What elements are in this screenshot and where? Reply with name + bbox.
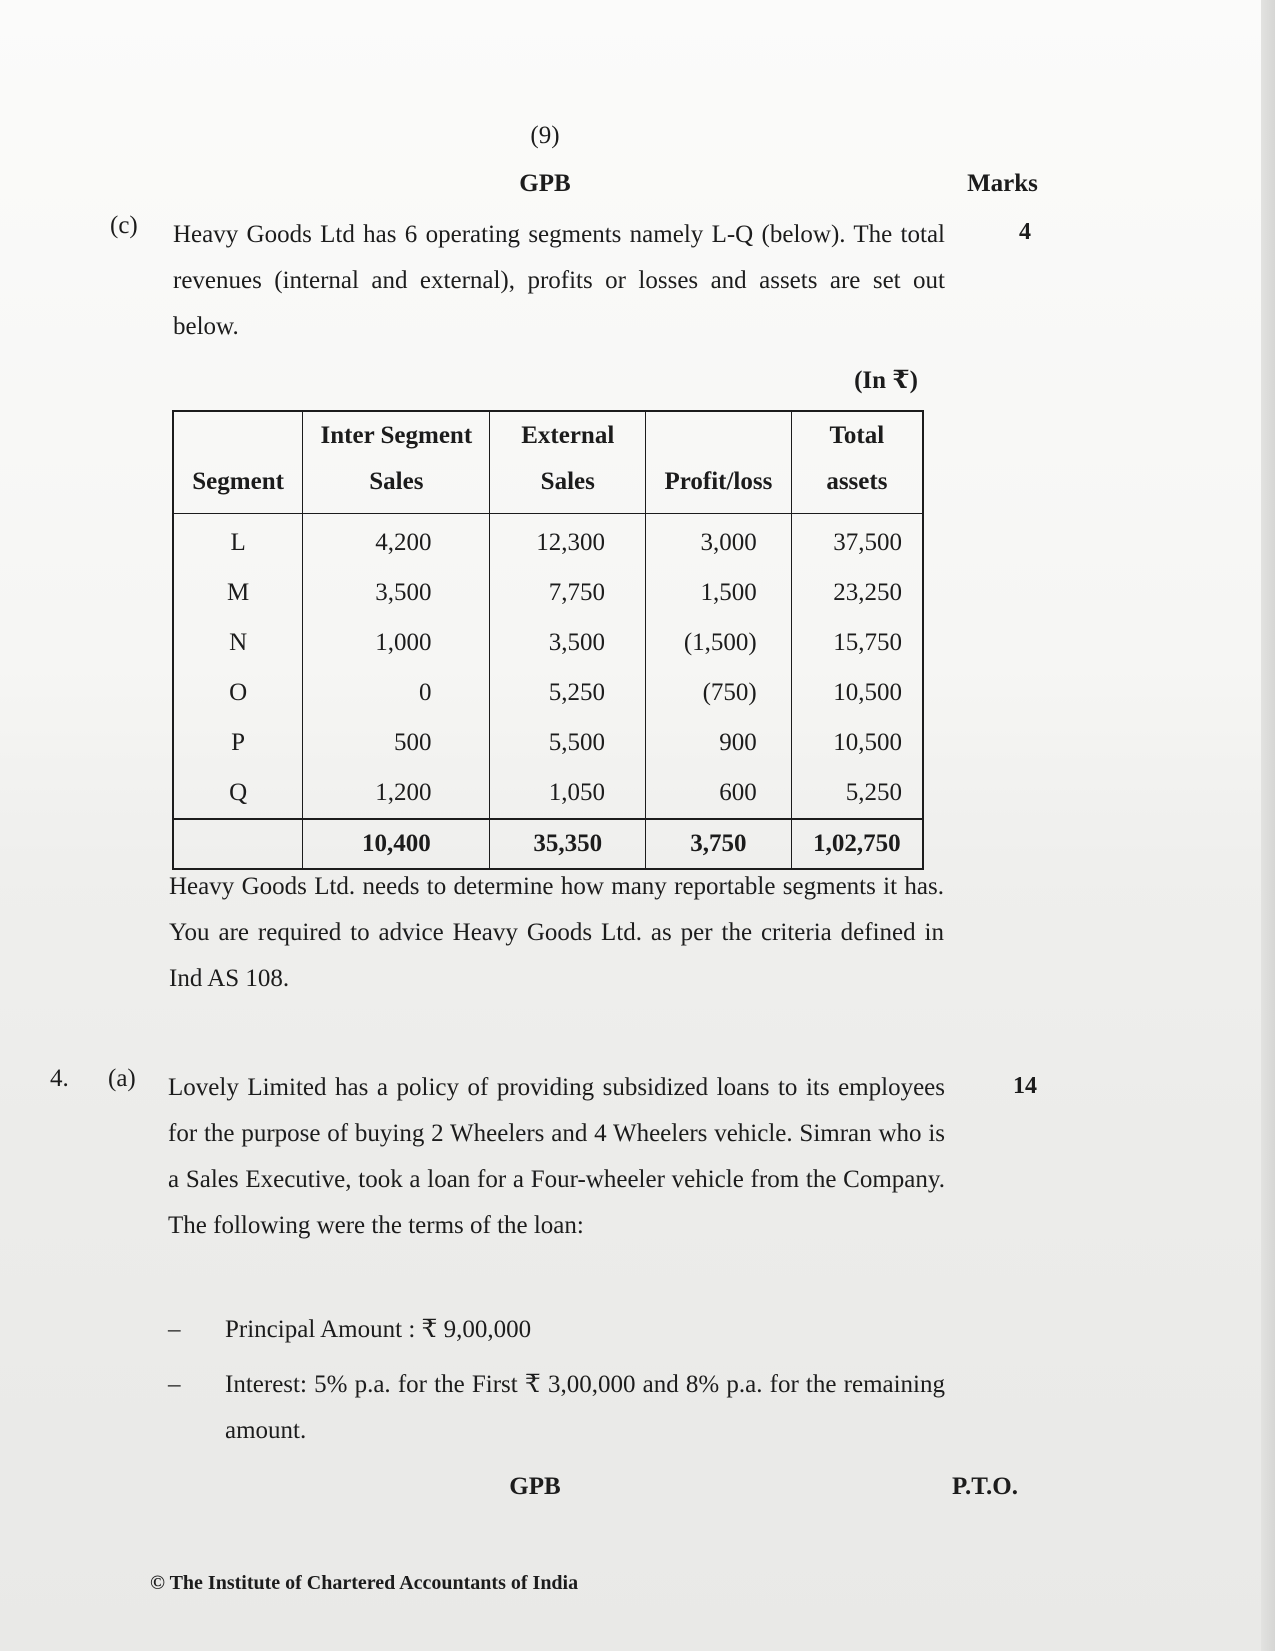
cell-segment: O [173, 668, 303, 718]
question-3c-follow-up: Heavy Goods Ltd. needs to determine how many reportable segments it has. You are required to advice Heavy Goods Ltd. as per the criteria defined in Ind AS 108. [169, 873, 944, 992]
total-segment [173, 819, 303, 869]
cell-inter: 0 [303, 668, 490, 718]
header-profit-loss: Profit/loss [646, 411, 792, 514]
cell-assets: 10,500 [791, 718, 923, 768]
cell-assets: 5,250 [791, 768, 923, 819]
total-external: 35,350 [490, 819, 646, 869]
cell-external: 3,500 [490, 618, 646, 668]
header-total-assets: Total assets [791, 411, 923, 514]
term-principal: Principal Amount : ₹ 9,00,000 [225, 1316, 532, 1343]
question-4a-text: Lovely Limited has a policy of providing subsidized loans to its employees for the purpose of buying 2 Wheelers and 4 Wheelers vehicle. Simran who is a Sales Executive, took a loan for a Four-wheeler vehicle from the Company. The following were the terms of the loan: [168, 1074, 945, 1239]
cell-segment: P [173, 718, 303, 768]
cell-inter: 1,200 [303, 768, 490, 819]
question-3c-marks: 4 [1019, 219, 1031, 245]
cell-segment: L [173, 514, 303, 569]
copyright-footer: © The Institute of Chartered Accountants of India [150, 1572, 579, 1594]
question-4a-label: (a) [108, 1065, 136, 1092]
header-external-sales: External Sales [490, 411, 646, 514]
total-assets: 1,02,750 [791, 819, 923, 869]
cell-assets: 10,500 [791, 668, 923, 718]
cell-assets: 37,500 [791, 514, 923, 569]
term-dash: – [168, 1371, 181, 1398]
table-total-row [173, 819, 923, 869]
paper-code-header: GPB [519, 170, 571, 197]
cell-segment: M [173, 568, 303, 618]
cell-segment: Q [173, 768, 303, 819]
table-row [173, 718, 923, 768]
table-row [173, 514, 923, 569]
marks-heading: Marks [967, 170, 1038, 197]
total-profit: 3,750 [646, 819, 792, 869]
cell-assets: 23,250 [791, 568, 923, 618]
cell-profit: (1,500) [646, 618, 792, 668]
currency-note: (In ₹) [854, 367, 918, 394]
question-3c-text: Heavy Goods Ltd has 6 operating segments namely L-Q (below). The total revenues (internal and external), profits or losses and assets are set out below. [173, 221, 945, 340]
cell-profit: 1,500 [646, 568, 792, 618]
term-dash: – [168, 1316, 181, 1343]
question-3c-label: (c) [110, 212, 138, 239]
table-header-row [173, 411, 923, 514]
cell-segment: N [173, 618, 303, 668]
table-row [173, 668, 923, 718]
term-interest: Interest: 5% p.a. for the First ₹ 3,00,000 and 8% p.a. for the remaining amount. [225, 1371, 945, 1444]
cell-inter: 1,000 [303, 618, 490, 668]
segment-table [172, 410, 924, 870]
cell-external: 7,750 [490, 568, 646, 618]
page-edge [1261, 0, 1275, 1651]
pto-marker: P.T.O. [952, 1473, 1018, 1500]
cell-profit: 900 [646, 718, 792, 768]
header-segment: Segment [173, 411, 303, 514]
cell-assets: 15,750 [791, 618, 923, 668]
cell-profit: 3,000 [646, 514, 792, 569]
total-inter: 10,400 [303, 819, 490, 869]
cell-profit: (750) [646, 668, 792, 718]
table-row [173, 768, 923, 819]
cell-external: 5,500 [490, 718, 646, 768]
header-inter-segment-sales: Inter Segment Sales [303, 411, 490, 514]
cell-inter: 500 [303, 718, 490, 768]
page-number: (9) [530, 122, 560, 149]
cell-external: 1,050 [490, 768, 646, 819]
cell-inter: 4,200 [303, 514, 490, 569]
cell-external: 12,300 [490, 514, 646, 569]
table-row [173, 568, 923, 618]
cell-inter: 3,500 [303, 568, 490, 618]
cell-profit: 600 [646, 768, 792, 819]
table-row [173, 618, 923, 668]
paper-code-footer: GPB [509, 1473, 561, 1500]
question-4-number: 4. [50, 1065, 69, 1092]
cell-external: 5,250 [490, 668, 646, 718]
question-4a-marks: 14 [1013, 1073, 1037, 1099]
